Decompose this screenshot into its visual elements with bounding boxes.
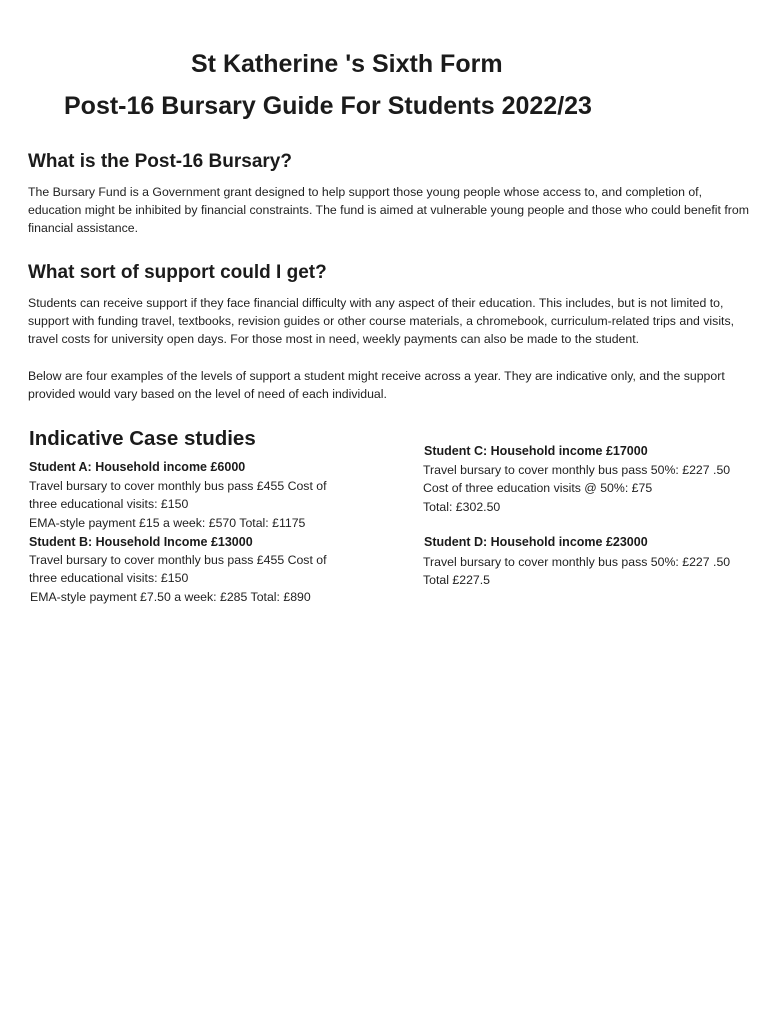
section-body-support-2: Below are four examples of the levels of support a student might receive across a year. They are indicative only, and the support provided would vary based on the level of need of each individual. — [28, 369, 725, 401]
section-heading-support: What sort of support could I get? — [28, 262, 327, 283]
student-c-line-2: Cost of three education visits @ 50%: £75 — [423, 481, 653, 495]
page-title-line-1: St Katherine 's Sixth Form — [191, 50, 503, 78]
section-body-support-1: Students can receive support if they face financial difficulty with any aspect of their education. This includes, but is not limited to, support with funding travel, textbooks, revision guides or other course materials, a chromebook, curriculum-related trips and visits, travel costs for university open days. For those most in need, weekly payments can also be made to the student. — [28, 296, 735, 346]
student-a-line-3: EMA-style payment £15 a week: £570 Total: £1175 — [29, 516, 306, 530]
student-a-line-2: three educational visits: £150 — [29, 497, 189, 511]
student-d-title: Student D: Household income £23000 — [424, 535, 648, 549]
student-d-line-1: Travel bursary to cover monthly bus pass 50%: £227 .50 — [423, 555, 731, 569]
student-b-line-3: EMA-style payment £7.50 a week: £285 Total: £890 — [30, 590, 311, 604]
student-c-line-1: Travel bursary to cover monthly bus pass 50%: £227 .50 — [423, 463, 731, 477]
page-title-line-2: Post-16 Bursary Guide For Students 2022/23 — [64, 92, 592, 120]
section-heading-what-is: What is the Post-16 Bursary? — [28, 151, 292, 172]
student-b-line-1: Travel bursary to cover monthly bus pass £455 Cost of — [29, 553, 327, 567]
student-a-title: Student A: Household income £6000 — [29, 460, 246, 474]
section-body-what-is: The Bursary Fund is a Government grant designed to help support those young people whose access to, and completion of, education might be inhibited by financial constraints. The fund is aimed at vulnerable young people and those who could benefit from financial assistance. — [28, 185, 749, 235]
student-a-line-1: Travel bursary to cover monthly bus pass £455 Cost of — [29, 479, 327, 493]
student-d-line-2: Total £227.5 — [423, 573, 491, 587]
case-studies-heading: Indicative Case studies — [29, 427, 256, 450]
student-b-title: Student B: Household Income £13000 — [29, 535, 253, 549]
student-c-line-3: Total: £302.50 — [423, 500, 501, 514]
student-b-line-2: three educational visits: £150 — [29, 571, 189, 585]
student-c-title: Student C: Household income £17000 — [424, 444, 648, 458]
